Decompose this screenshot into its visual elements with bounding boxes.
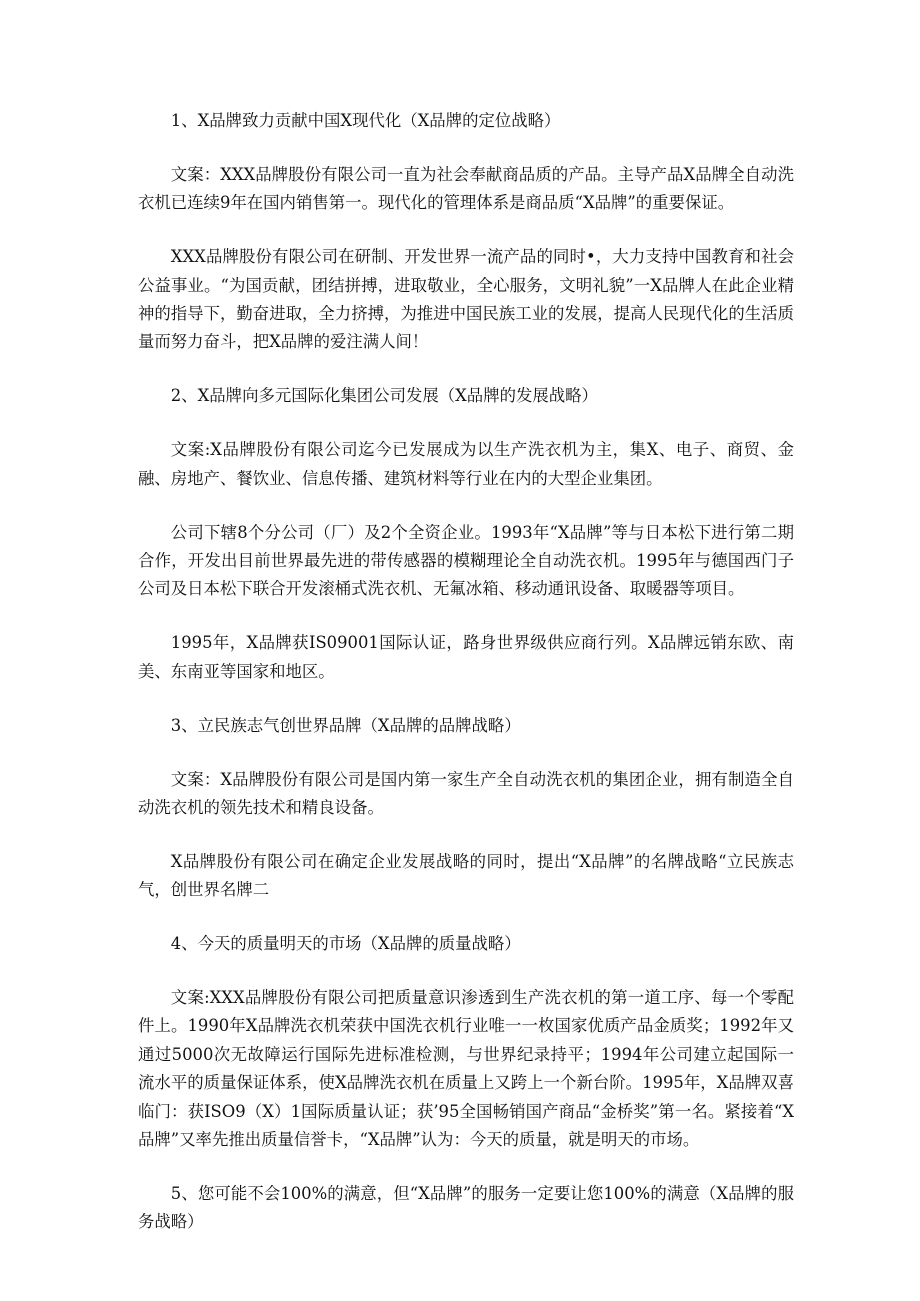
paragraph: 文案:XXX品牌股份有限公司把质量意识渗透到生产洗衣机的第一道工序、每一个零配件上。1990年X品牌洗衣机荣获中国洗衣机行业唯一一枚国家优质产品金质奖；1992年又通过5000次无故障运行国际先进标准检测，与世界纪录持平；1994年公司建立起国际一流水平的质量保证体系，使X品牌洗衣机在质量上又跨上一个新台阶。1995年，X品牌双喜临门：获ISO9（X）1国际质量认证；获’95全国畅销国产商品“金桥奖”第一名。紧接着“X品牌”又率先推出质量信誉卡，“X品牌”认为：今天的质量，就是明天的市场。 — [138, 988, 794, 1150]
paragraph: XXX品牌股份有限公司在研制、开发世界一流产品的同时•，大力支持中国教育和社会公益事业。“为国贡献，团结拼搏，进取敬业，全心服务，文明礼貌”一X品牌人在此企业精神的指导下，勤奋进取，全力挤搏，为推进中国民族工业的发展，提高人民现代化的生活质量而努力奋斗，把X品牌的爱注满人间！ — [138, 247, 794, 352]
section-heading-2: 2、X品牌向多元国际化集团公司发展（X品牌的发展战略） — [170, 386, 598, 406]
section-heading-4: 4、今天的质量明天的市场（X品牌的质量战略） — [170, 934, 521, 954]
paragraph: 公司下辖8个分公司（厂）及2个全资企业。1993年“X品牌”等与日本松下进行第二期合作，开发出目前世界最先进的带传感器的模糊理论全自动洗衣机。1995年与德国西门子公司及日本松下联合开发滚桶式洗衣机、无氟冰箱、移动通讯设备、取暖器等项目。 — [138, 522, 794, 599]
document-body — [138, 107, 794, 1262]
paragraph: 1995年，X品牌获IS09001国际认证，路身世界级供应商行列。X品牌远销东欧、南美、东南亚等国家和地区。 — [138, 633, 794, 681]
section-heading-3: 3、立民族志气创世界品牌（X品牌的品牌战略） — [170, 715, 521, 735]
paragraph: 文案：X品牌股份有限公司是国内第一家生产全自动洗衣机的集团企业，拥有制造全自动洗衣机的领先技术和精良设备。 — [138, 769, 794, 817]
paragraph: X品牌股份有限公司在确定企业发展战略的同时，提出“X品牌”的名牌战略“立民族志气，创世界名牌二 — [138, 851, 794, 900]
section-heading-5: 5、您可能不会100%的满意，但“X品牌”的服务一定要让您100%的满意（X品牌的服务战略） — [138, 1183, 794, 1232]
section-heading-1: 1、X品牌致力贡献中国X现代化（X品牌的定位战略） — [170, 111, 561, 130]
paragraph: 文案:X品牌股份有限公司迄今已发展成为以生产洗衣机为主，集X、电子、商贸、金融、房地产、餐饮业、信息传播、建筑材料等行业在内的大型企业集团。 — [138, 440, 794, 488]
paragraph: 文案：XXX品牌股份有限公司一直为社会奉献商品质的产品。主导产品X品牌全自动洗衣机已连续9年在国内销售第一。现代化的管理体系是商品质“X品牌”的重要保证。 — [138, 164, 794, 213]
